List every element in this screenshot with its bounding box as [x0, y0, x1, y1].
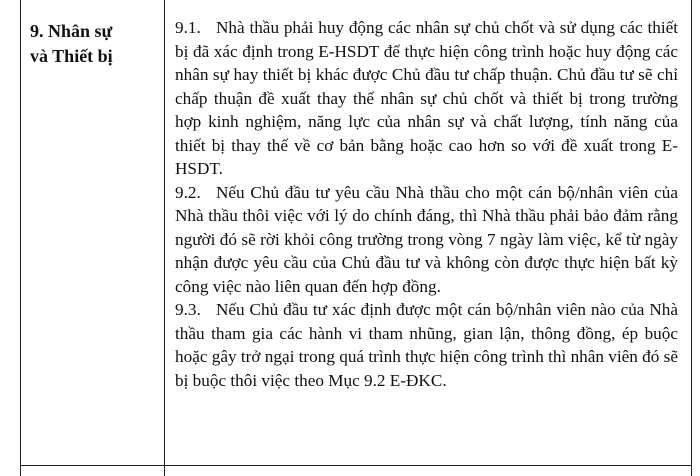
- section-content: [175, 16, 678, 392]
- section-label-line1: 9. Nhân sự: [30, 21, 113, 41]
- table-border-middle: [164, 0, 165, 476]
- table-border-left: [20, 0, 21, 476]
- paragraph-text: Nhà thầu phải huy động các nhân sự chủ chốt và sử dụng các thiết bị đã xác định trong E-HSDT để thực hiện công trình hoặc huy động các nhân sự hay thiết bị khác được Chủ đầu tư chấp thuận. Chủ đầu tư sẽ chỉ chấp thuận đề xuất thay thế nhân sự chủ chốt và thiết bị trong trường hợp kinh nghiệm, năng lực của nhân sự và chất lượng, tính năng của thiết bị thay thế về cơ bản bằng hoặc cao hơn so với đề xuất trong E-HSDT.: [175, 18, 678, 178]
- section-label: [30, 19, 158, 69]
- paragraph-number: 9.2.: [175, 182, 201, 202]
- paragraph-number: 9.1.: [175, 18, 201, 37]
- paragraph-9-1: [175, 16, 678, 181]
- table-row-divider: [20, 465, 692, 466]
- section-label-line2: và Thiết bị: [30, 46, 113, 66]
- paragraph-9-3: [175, 298, 678, 392]
- paragraph-number: 9.3.: [175, 300, 201, 319]
- paragraph-text: Nếu Chủ đầu tư yêu cầu Nhà thầu cho một cán bộ/nhân viên của Nhà thầu thôi việc với lý do chính đáng, thì Nhà thầu phải bảo đảm rằng người đó sẽ rời khỏi công trường trong vòng 7 ngày làm việc, kể từ ngày nhận được yêu cầu của Chủ đầu tư và không còn được thực hiện bất kỳ công việc nào liên quan đến hợp đồng.: [175, 182, 678, 296]
- table-border-right: [691, 0, 692, 476]
- paragraph-text: Nếu Chủ đầu tư xác định được một cán bộ/nhân viên nào của Nhà thầu tham gia các hành vi tham nhũng, gian lận, thông đồng, ép buộc hoặc gây trở ngại trong quá trình thực hiện công trình thì nhân viên đó sẽ bị buộc thôi việc theo Mục 9.2 E-ĐKC.: [175, 300, 678, 390]
- paragraph-9-2: [175, 181, 678, 299]
